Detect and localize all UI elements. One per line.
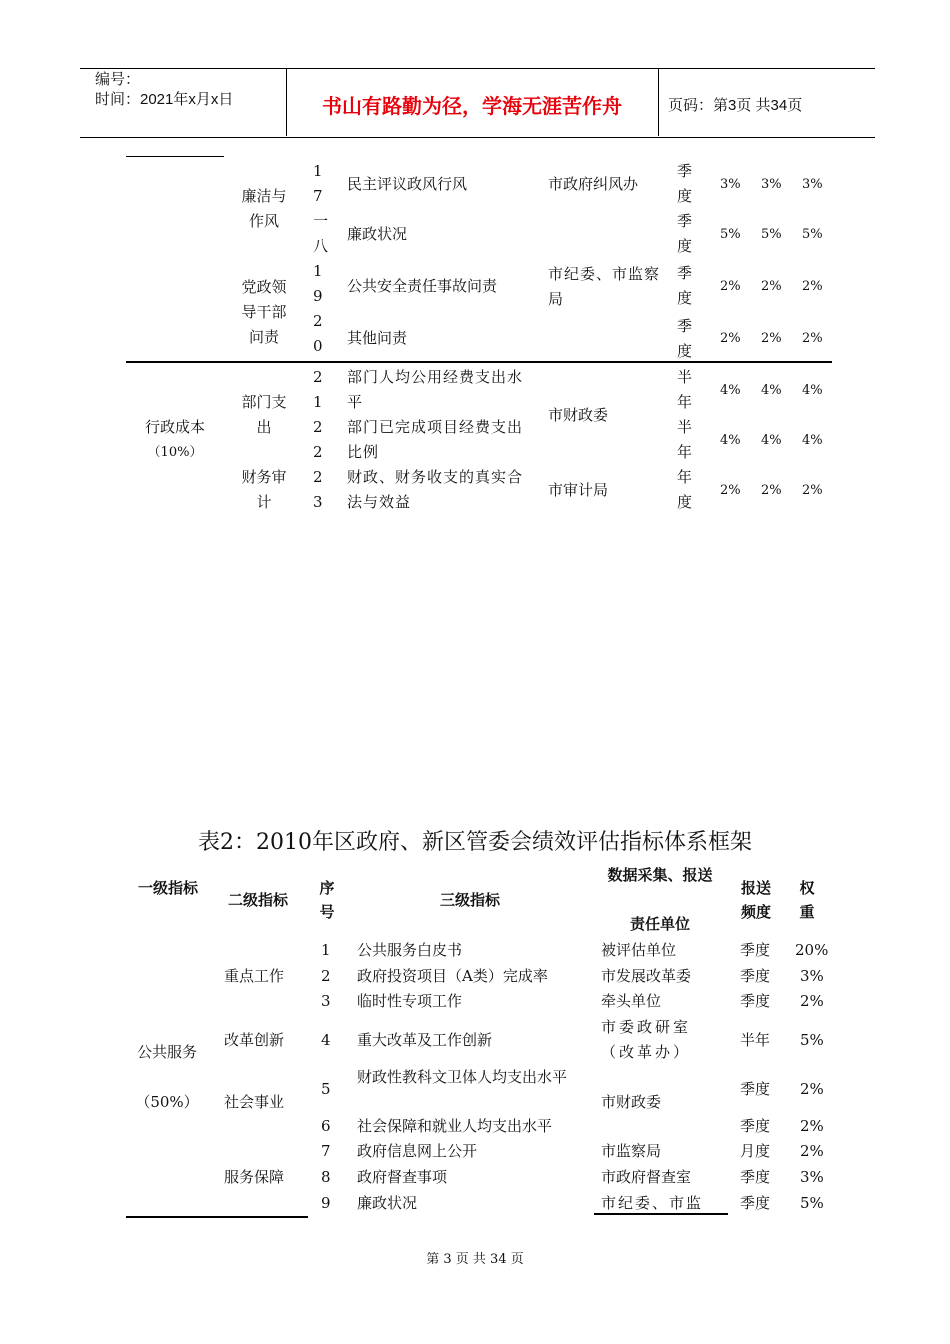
- table2-header-freq: 报送频度: [740, 880, 771, 921]
- table1-weight: 2%: [720, 483, 741, 498]
- table2-third-level: 社会保障和就业人均支出水平: [357, 1117, 553, 1135]
- table1-second-level: 财务审计: [241, 468, 287, 511]
- header-divider: [658, 68, 659, 136]
- table1-unit: 市财政委: [548, 406, 609, 424]
- table2-freq: 季度: [740, 1080, 771, 1098]
- seq-digit: 23: [313, 468, 323, 511]
- table2-seq: 1: [321, 941, 331, 959]
- table1-weight: 3%: [761, 177, 782, 192]
- table1-freq: 季度: [677, 162, 693, 205]
- table1-third-level: 民主评议政风行风: [347, 175, 468, 193]
- table1-weight: 2%: [761, 279, 782, 294]
- table1-freq: 半年: [677, 418, 693, 461]
- table2-freq: 季度: [740, 1194, 771, 1212]
- table2-unit: 市政府督查室: [601, 1168, 692, 1186]
- table2-seq: 8: [321, 1168, 331, 1186]
- table2-freq: 季度: [740, 1168, 771, 1186]
- doc-time-label: 时间：2021年x月x日: [95, 91, 234, 108]
- table1-section-rule: [126, 361, 832, 363]
- table1-third-level: 财政、财务收支的真实合法与效益: [347, 468, 524, 511]
- table2-header-first: 一级指标: [137, 880, 198, 897]
- table2-first-level: 公共服务: [136, 1043, 197, 1061]
- table2-weight: 2%: [800, 1117, 824, 1135]
- table2-weight: 5%: [800, 1194, 824, 1212]
- table2-weight: 20%: [795, 941, 829, 959]
- table1-unit: 市纪委、市监察局: [548, 265, 661, 308]
- table2-unit: 牵头单位: [601, 992, 662, 1010]
- table2-first-level-weight: （50%）: [135, 1093, 199, 1111]
- table1-weight: 4%: [802, 433, 823, 448]
- table1-freq: 季度: [677, 264, 693, 307]
- table2-third-level: 重大改革及工作创新: [357, 1031, 493, 1049]
- table2-weight: 2%: [800, 1080, 824, 1098]
- doc-number-label: 编号：: [95, 71, 141, 88]
- table2-third-level: 公共服务白皮书: [357, 941, 463, 959]
- table1-seq: [313, 365, 329, 515]
- table2-seq: 2: [321, 967, 331, 985]
- table2-freq: 季度: [740, 992, 771, 1010]
- table1-second-level: 廉洁与作风: [241, 187, 287, 230]
- table2-header-third: 三级指标: [439, 892, 500, 909]
- table2-seq: 6: [321, 1117, 331, 1135]
- page-footer: 第 3 页 共 34 页: [426, 1252, 524, 1267]
- table2-second-level: 社会事业: [224, 1093, 285, 1111]
- table1-weight: 2%: [802, 279, 823, 294]
- table2-bottom-rule: [594, 1213, 728, 1215]
- table2-third-level: 廉政状况: [357, 1194, 418, 1212]
- table1-freq: 年度: [677, 468, 693, 511]
- table1-weight: 4%: [761, 383, 782, 398]
- table1-second-level: 党政领导干部问责: [241, 278, 287, 346]
- table2-third-level: 财政性教科文卫体人均支出水平: [357, 1068, 568, 1086]
- table2-weight: 2%: [800, 1142, 824, 1160]
- table2-caption: 表2：2010年区政府、新区管委会绩效评估指标体系框架: [198, 830, 752, 855]
- table2-second-level: 改革创新: [224, 1031, 285, 1049]
- header-motto: 书山有路勤为径，学海无涯苦作舟: [322, 96, 622, 118]
- table1-weight: 2%: [802, 483, 823, 498]
- table1-weight: 4%: [720, 383, 741, 398]
- table1-weight: 5%: [720, 227, 741, 242]
- table1-third-level: 廉政状况: [347, 225, 408, 243]
- table2-weight: 5%: [800, 1031, 824, 1049]
- table1-third-level: 其他问责: [347, 329, 408, 347]
- table2-third-level: 政府督查事项: [357, 1168, 448, 1186]
- table1-first-level: 行政成本: [144, 418, 205, 436]
- table2-header-second: 二级指标: [227, 892, 288, 909]
- table2-second-level: 服务保障: [224, 1168, 285, 1186]
- table2-freq: 月度: [740, 1142, 771, 1160]
- table2-third-level: 政府信息网上公开: [357, 1142, 478, 1160]
- table1-weight: 5%: [761, 227, 782, 242]
- table2-unit: 市委政研室（改革办）: [601, 1018, 692, 1061]
- table1-weight: 2%: [720, 331, 741, 346]
- table2-third-level: 临时性专项工作: [357, 992, 463, 1010]
- seq-digit: 一八: [313, 212, 329, 255]
- table2-unit: 市监察局: [601, 1142, 662, 1160]
- table2-freq: 季度: [740, 941, 771, 959]
- table2-freq: 季度: [740, 967, 771, 985]
- table1-freq: 半年: [677, 368, 693, 411]
- table2-header-unit: 责任单位: [629, 916, 690, 933]
- table2-seq: 4: [321, 1031, 331, 1049]
- table1-weight: 2%: [761, 331, 782, 346]
- table2-third-level: 政府投资项目（A类）完成率: [357, 967, 548, 985]
- table2-unit: 市财政委: [601, 1093, 662, 1111]
- table1-top-rule: [126, 156, 224, 157]
- table1-weight: 2%: [761, 483, 782, 498]
- table1-weight: 2%: [720, 279, 741, 294]
- table1-weight: 5%: [802, 227, 823, 242]
- table2-unit: 市纪委、市监: [601, 1194, 704, 1212]
- table1-freq: 季度: [677, 317, 693, 360]
- seq-digit: 20: [313, 312, 323, 355]
- table1-weight: 4%: [720, 433, 741, 448]
- table2-unit: 市发展改革委: [601, 967, 692, 985]
- seq-digit: 21: [313, 368, 323, 411]
- table1-first-level-weight: （10%）: [147, 445, 203, 460]
- table1-third-level: 部门已完成项目经费支出比例: [347, 418, 524, 461]
- table2-seq: 5: [321, 1080, 331, 1098]
- table1-weight: 3%: [720, 177, 741, 192]
- table1-unit: 市审计局: [548, 481, 609, 499]
- table2-unit: 被评估单位: [601, 941, 677, 959]
- table2-header-weight: 权重: [799, 880, 815, 921]
- seq-digit: 17: [313, 162, 323, 205]
- table2-seq: 7: [321, 1142, 331, 1160]
- seq-digit: 22: [313, 418, 323, 461]
- table1-seq: [313, 159, 329, 359]
- table2-seq: 9: [321, 1194, 331, 1212]
- seq-digit: 19: [313, 262, 323, 305]
- table2-freq: 半年: [740, 1031, 771, 1049]
- table2-second-level: 重点工作: [224, 967, 285, 985]
- table1-weight: 4%: [802, 383, 823, 398]
- table1-freq: 季度: [677, 212, 693, 255]
- table2-weight: 3%: [800, 967, 824, 985]
- table1-third-level: 公共安全责任事故问责: [347, 277, 498, 295]
- table2-seq: 3: [321, 992, 331, 1010]
- table1-weight: 4%: [761, 433, 782, 448]
- table2-header-seq: 序号: [319, 880, 335, 921]
- table2-weight: 2%: [800, 992, 824, 1010]
- table1-weight: 2%: [802, 331, 823, 346]
- table1-second-level: 部门支出: [241, 393, 287, 436]
- table1-weight: 3%: [802, 177, 823, 192]
- table1-third-level: 部门人均公用经费支出水平: [347, 368, 524, 411]
- table2-weight: 3%: [800, 1168, 824, 1186]
- table1-unit: 市政府纠风办: [548, 175, 639, 193]
- header-page-info: 页码：第3页 共34页: [668, 97, 803, 114]
- table2-bottom-rule: [126, 1216, 308, 1218]
- table2-freq: 季度: [740, 1117, 771, 1135]
- table2-header-unit: 数据采集、报送: [607, 867, 713, 884]
